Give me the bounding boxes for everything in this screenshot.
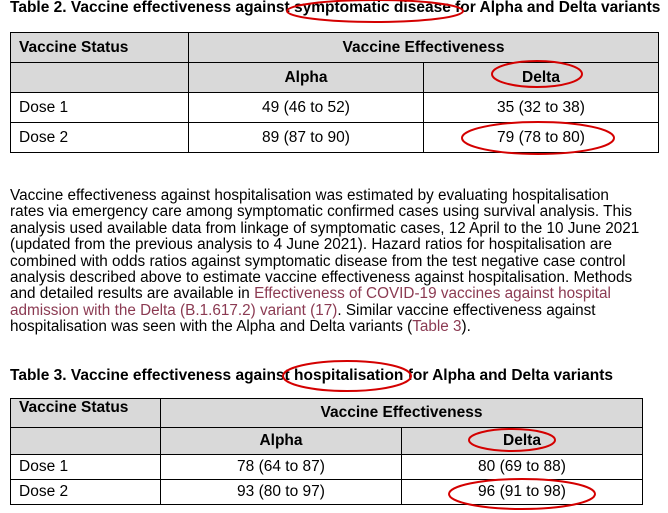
- table-row: [11, 480, 643, 505]
- dose1-alpha: 49 (46 to 52): [189, 93, 424, 123]
- header-delta: Delta: [402, 428, 643, 455]
- table2-caption: Table 2. Vaccine effectiveness against symptomatic disease for Alpha and Delta variants: [10, 0, 661, 16]
- dose2-delta: 96 (91 to 98): [402, 480, 643, 505]
- dose2-alpha: 89 (87 to 90): [189, 123, 424, 153]
- header-alpha: Alpha: [189, 63, 424, 93]
- dose1-label: Dose 1: [11, 93, 189, 123]
- paragraph-line: (updated from the previous analysis to 4 June 2021). Hazard ratios for hospitalisation are: [10, 236, 613, 254]
- body-paragraph: [10, 188, 660, 336]
- table3-link[interactable]: Table 3: [412, 318, 462, 336]
- table-row: [11, 428, 643, 455]
- table3-caption: Table 3. Vaccine effectiveness against hospitalisation for Alpha and Delta variants: [10, 367, 613, 384]
- table2: [10, 32, 659, 153]
- header-alpha: Alpha: [161, 428, 402, 455]
- dose1-delta: 80 (69 to 88): [402, 455, 643, 480]
- paragraph-text: ).: [461, 318, 471, 336]
- table-row: [11, 399, 643, 428]
- dose2-label: Dose 2: [11, 480, 161, 505]
- paragraph-line: rates via emergency care among symptomatic confirmed cases using survival analysis. This: [10, 203, 633, 221]
- dose2-delta: 79 (78 to 80): [424, 123, 659, 153]
- header-blank-cell: [11, 63, 189, 93]
- reference-link-17[interactable]: Effectiveness of COVID-19 vaccines against hospital: [254, 285, 611, 303]
- dose2-label: Dose 2: [11, 123, 189, 153]
- header-vaccine-effectiveness: Vaccine Effectiveness: [189, 33, 659, 63]
- paragraph-line: [10, 319, 660, 335]
- paragraph-text: hospitalisation was seen with the Alpha and Delta variants (: [10, 318, 413, 336]
- header-blank-cell: [11, 428, 161, 455]
- dose2-alpha: 93 (80 to 97): [161, 480, 402, 505]
- paragraph-line: Vaccine effectiveness against hospitalisation was estimated by evaluating hospitalisation: [10, 187, 609, 204]
- header-vaccine-effectiveness: Vaccine Effectiveness: [161, 399, 643, 428]
- table-row: [11, 63, 659, 93]
- paragraph-line: analysis described above to estimate vaccine effectiveness against hospitalisation. Methods: [10, 269, 633, 287]
- table3: [10, 398, 643, 505]
- paragraph-line: analysis used available data from linkage of symptomatic cases, 12 April to the 10 June 2021: [10, 219, 640, 237]
- header-delta: Delta: [424, 63, 659, 93]
- paragraph-text: and detailed results are available in: [10, 285, 255, 303]
- table-row: [11, 33, 659, 63]
- table-row: [11, 455, 643, 480]
- paragraph-line: [10, 286, 660, 302]
- dose1-alpha: 78 (64 to 87): [161, 455, 402, 480]
- reference-link-17-cont[interactable]: admission with the Delta (B.1.617.2) variant (17): [10, 301, 338, 319]
- dose1-delta: 35 (32 to 38): [424, 93, 659, 123]
- paragraph-line: [10, 303, 660, 319]
- header-vaccine-status: Vaccine Status: [11, 33, 189, 63]
- dose1-label: Dose 1: [11, 455, 161, 480]
- paragraph-line: combined with odds ratios against symptomatic disease from the test negative case control: [10, 252, 626, 270]
- header-vaccine-status: Vaccine Status: [11, 399, 161, 428]
- table-row: [11, 123, 659, 153]
- table-row: [11, 93, 659, 123]
- paragraph-text: . Similar vaccine effectiveness against: [337, 301, 596, 319]
